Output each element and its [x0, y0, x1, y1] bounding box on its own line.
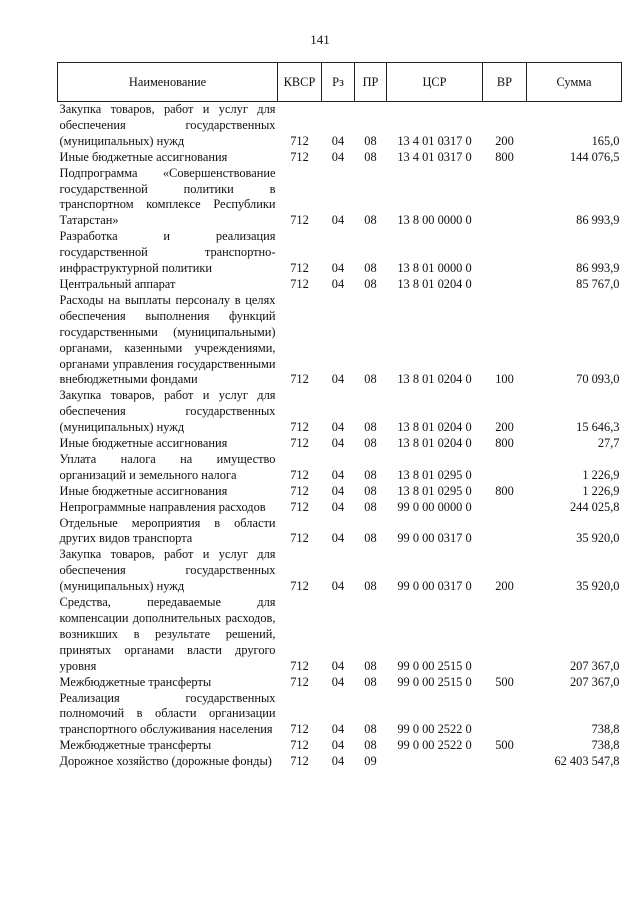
cell-name: Иные бюджетные ассигнования	[59, 149, 228, 164]
cell-csr: 99 0 00 2522 0	[397, 722, 472, 737]
table-row	[58, 102, 622, 150]
table-row	[58, 166, 622, 230]
cell-csr	[387, 754, 483, 770]
cell-csr: 13 8 01 0000 0	[397, 261, 472, 276]
cell-pr: 08	[364, 213, 377, 228]
cell-rz: 04	[331, 133, 345, 148]
cell-name: Разработка и реализация государственной транспортно-инфраструктурной политики	[59, 229, 276, 276]
cell-name: Закупка товаров, работ и услуг для обеспечения государственных (муниципальных) нужд	[59, 388, 276, 435]
cell-csr: 13 8 01 0204 0	[397, 372, 472, 387]
cell-kvsr: 712	[290, 674, 309, 689]
cell-vr	[483, 595, 527, 675]
cell-rz: 04	[331, 372, 345, 387]
cell-csr: 99 0 00 0317 0	[397, 579, 472, 594]
cell-name: Расходы на выплаты персоналу в целях обеспечения выполнения функций государственными (муниципальными) органами, казенными учреждениями, органами управления государственными внебюджетными фондами	[59, 292, 276, 387]
cell-name: Отдельные мероприятия в области других видов транспорта	[59, 515, 276, 546]
cell-rz: 04	[331, 722, 345, 737]
cell-sum: 85 767,0	[576, 276, 620, 291]
cell-vr	[483, 452, 527, 484]
cell-csr: 99 0 00 0000 0	[397, 499, 472, 514]
cell-name: Реализация государственных полномочий в области организации транспортного обслуживания населения	[59, 690, 276, 737]
cell-csr: 13 8 01 0204 0	[397, 436, 472, 451]
cell-kvsr: 712	[290, 722, 309, 737]
cell-kvsr: 712	[290, 436, 309, 451]
cell-name: Подпрограмма «Совершенствование государственной политики в транспортном комплексе Республики Татарстан»	[59, 165, 276, 228]
header-csr: ЦСР	[387, 63, 483, 102]
cell-vr	[483, 754, 527, 770]
header-name: Наименование	[58, 63, 278, 102]
cell-csr: 99 0 00 2522 0	[397, 738, 472, 753]
cell-csr: 99 0 00 2515 0	[397, 658, 472, 673]
cell-rz: 04	[331, 261, 345, 276]
cell-name: Межбюджетные трансферты	[59, 674, 212, 689]
budget-table	[57, 62, 622, 770]
cell-csr: 13 4 01 0317 0	[397, 149, 472, 164]
cell-rz: 04	[331, 499, 345, 514]
cell-pr: 08	[364, 420, 377, 435]
cell-vr: 800	[495, 483, 514, 498]
cell-pr: 09	[364, 754, 377, 769]
table-row	[58, 484, 622, 500]
cell-vr: 100	[495, 372, 514, 387]
cell-pr: 08	[364, 133, 377, 148]
cell-pr: 08	[364, 149, 377, 164]
cell-csr: 13 8 01 0295 0	[397, 483, 472, 498]
cell-vr	[483, 166, 527, 230]
cell-vr: 200	[495, 420, 514, 435]
cell-vr: 800	[495, 149, 514, 164]
cell-kvsr: 712	[290, 213, 309, 228]
cell-name: Межбюджетные трансферты	[59, 738, 212, 753]
table-row	[58, 229, 622, 277]
table-row	[58, 691, 622, 739]
cell-rz: 04	[331, 674, 345, 689]
cell-pr: 08	[364, 738, 377, 753]
table-row	[58, 388, 622, 436]
cell-rz: 04	[331, 738, 345, 753]
cell-kvsr: 712	[290, 276, 309, 291]
cell-kvsr: 712	[290, 420, 309, 435]
cell-csr: 13 8 01 0295 0	[397, 467, 472, 482]
cell-sum: 738,8	[591, 722, 620, 737]
cell-sum: 1 226,9	[582, 467, 620, 482]
cell-rz: 04	[331, 467, 345, 482]
table-row	[58, 452, 622, 484]
cell-sum: 35 920,0	[576, 579, 620, 594]
cell-name: Дорожное хозяйство (дорожные фонды)	[59, 754, 272, 769]
cell-vr	[483, 691, 527, 739]
cell-pr: 08	[364, 499, 377, 514]
cell-vr	[483, 229, 527, 277]
cell-rz: 04	[331, 579, 345, 594]
cell-name: Средства, передаваемые для компенсации дополнительных расходов, возникших в результате решений, принятых органами власти другого уровня	[59, 595, 276, 673]
header-vr: ВР	[483, 63, 527, 102]
cell-vr: 200	[495, 133, 514, 148]
header-sum: Сумма	[527, 63, 622, 102]
table-header	[58, 63, 622, 102]
cell-csr: 13 8 01 0204 0	[397, 276, 472, 291]
cell-sum: 244 025,8	[569, 499, 620, 514]
header-rz: Рз	[322, 63, 355, 102]
cell-pr: 08	[364, 372, 377, 387]
cell-rz: 04	[331, 420, 345, 435]
cell-kvsr: 712	[290, 658, 309, 673]
table-row	[58, 436, 622, 452]
page-number: 141	[310, 32, 330, 47]
header-pr: ПР	[355, 63, 387, 102]
cell-rz: 04	[331, 276, 345, 291]
cell-csr: 13 8 00 0000 0	[397, 213, 472, 228]
cell-sum: 27,7	[597, 436, 620, 451]
cell-csr: 13 8 01 0204 0	[397, 420, 472, 435]
table-row	[58, 675, 622, 691]
cell-pr: 08	[364, 436, 377, 451]
cell-name: Закупка товаров, работ и услуг для обеспечения государственных (муниципальных) нужд	[59, 547, 276, 594]
cell-csr: 13 4 01 0317 0	[397, 133, 472, 148]
cell-vr: 200	[495, 579, 514, 594]
cell-kvsr: 712	[290, 499, 309, 514]
cell-kvsr: 712	[290, 149, 309, 164]
cell-name: Иные бюджетные ассигнования	[59, 436, 228, 451]
cell-kvsr: 712	[290, 579, 309, 594]
table-row	[58, 150, 622, 166]
cell-pr: 08	[364, 467, 377, 482]
cell-rz: 04	[331, 658, 345, 673]
cell-csr: 99 0 00 0317 0	[397, 531, 472, 546]
cell-rz: 04	[331, 436, 345, 451]
cell-pr: 08	[364, 483, 377, 498]
cell-rz: 04	[331, 531, 345, 546]
table-row	[58, 595, 622, 675]
cell-kvsr: 712	[290, 754, 309, 769]
cell-sum: 86 993,9	[576, 261, 620, 276]
cell-kvsr: 712	[290, 261, 309, 276]
cell-sum: 207 367,0	[569, 658, 620, 673]
cell-sum: 738,8	[591, 738, 620, 753]
cell-kvsr: 712	[290, 372, 309, 387]
cell-csr: 99 0 00 2515 0	[397, 674, 472, 689]
cell-name: Закупка товаров, работ и услуг для обеспечения государственных (муниципальных) нужд	[59, 102, 276, 148]
table-row	[58, 277, 622, 293]
header-kvsr: КВСР	[278, 63, 322, 102]
cell-sum: 35 920,0	[576, 531, 620, 546]
cell-pr: 08	[364, 579, 377, 594]
cell-sum: 1 226,9	[582, 483, 620, 498]
cell-kvsr: 712	[290, 133, 309, 148]
table-row	[58, 547, 622, 595]
cell-kvsr: 712	[290, 531, 309, 546]
cell-sum: 207 367,0	[569, 674, 620, 689]
cell-pr: 08	[364, 658, 377, 673]
table-body	[58, 102, 622, 771]
cell-sum: 86 993,9	[576, 213, 620, 228]
table-row	[58, 293, 622, 388]
cell-sum: 62 403 547,8	[554, 754, 620, 769]
table-row	[58, 516, 622, 548]
cell-rz: 04	[331, 754, 345, 769]
table-row	[58, 500, 622, 516]
cell-rz: 04	[331, 483, 345, 498]
cell-name: Центральный аппарат	[59, 276, 176, 291]
cell-rz: 04	[331, 213, 345, 228]
cell-kvsr: 712	[290, 738, 309, 753]
cell-pr: 08	[364, 276, 377, 291]
table-row	[58, 738, 622, 754]
cell-vr	[483, 277, 527, 293]
cell-vr: 800	[495, 436, 514, 451]
cell-pr: 08	[364, 722, 377, 737]
cell-kvsr: 712	[290, 467, 309, 482]
cell-sum: 70 093,0	[576, 372, 620, 387]
cell-vr: 500	[495, 738, 514, 753]
cell-vr: 500	[495, 674, 514, 689]
cell-pr: 08	[364, 261, 377, 276]
table-row	[58, 754, 622, 770]
cell-name: Иные бюджетные ассигнования	[59, 483, 228, 498]
cell-pr: 08	[364, 531, 377, 546]
cell-sum: 15 646,3	[576, 420, 620, 435]
cell-name: Уплата налога на имущество организаций и земельного налога	[59, 451, 276, 482]
cell-kvsr: 712	[290, 483, 309, 498]
cell-pr: 08	[364, 674, 377, 689]
cell-sum: 144 076,5	[569, 149, 620, 164]
cell-vr	[483, 516, 527, 548]
cell-sum: 165,0	[591, 133, 620, 148]
cell-name: Непрограммные направления расходов	[59, 499, 266, 514]
cell-rz: 04	[331, 149, 345, 164]
cell-vr	[483, 500, 527, 516]
